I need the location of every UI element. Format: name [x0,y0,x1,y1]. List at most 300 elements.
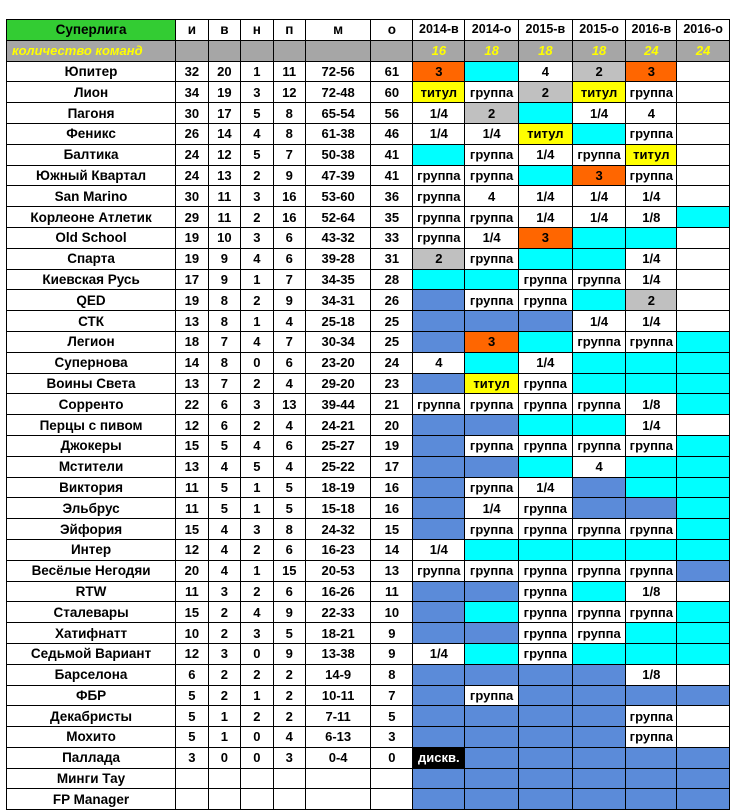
stat-wins: 1 [208,706,241,727]
season-result [572,290,626,311]
stat-wins: 14 [208,123,241,144]
stat-points: 11 [371,581,413,602]
stat-points: 35 [371,207,413,228]
stat-losses: 6 [273,227,306,248]
stat-points: 61 [371,61,413,82]
stat-losses: 16 [273,207,306,228]
stat-goals: 43-32 [306,227,371,248]
stat-wins: 7 [208,373,241,394]
stat-draws: 3 [241,394,273,415]
season-result [465,456,519,477]
stat-draws: 1 [241,61,273,82]
stat-goals: 10-11 [306,685,371,706]
season-result: титул [518,123,572,144]
stat-wins: 8 [208,290,241,311]
stat-games: 13 [176,373,209,394]
stat-games: 6 [176,664,209,685]
stat-wins: 4 [208,519,241,540]
stat-games: 17 [176,269,209,290]
team-name: Сталевары [7,602,176,623]
stat-draws: 0 [241,352,273,373]
stat-wins: 5 [208,477,241,498]
standings-table [6,19,730,810]
stat-points: 9 [371,623,413,644]
season-result [465,727,519,748]
stat-goals: 34-31 [306,290,371,311]
stat-goals: 6-13 [306,727,371,748]
empty-cell [306,40,371,61]
season-result [518,165,572,186]
season-result [572,477,626,498]
season-result: группа [465,477,519,498]
season-result [677,435,730,456]
stat-losses: 6 [273,435,306,456]
season-result [677,477,730,498]
header-season: 2014-о [465,20,519,41]
season-result: группа [413,227,465,248]
season-result: 4 [465,186,519,207]
stat-draws: 5 [241,144,273,165]
team-row [7,61,730,82]
stat-losses: 4 [273,311,306,332]
stat-points: 25 [371,311,413,332]
stat-points: 5 [371,706,413,727]
stat-games: 11 [176,498,209,519]
stat-goals: 13-38 [306,643,371,664]
team-row [7,706,730,727]
season-result [518,664,572,685]
season-result: группа [572,144,626,165]
season-result: группа [465,519,519,540]
season-result: 2 [626,290,677,311]
stat-losses: 9 [273,290,306,311]
stat-draws: 3 [241,519,273,540]
stat-games: 15 [176,435,209,456]
season-result [572,789,626,810]
stat-draws: 2 [241,664,273,685]
team-row [7,581,730,602]
season-result [677,498,730,519]
stat-games: 5 [176,685,209,706]
stat-losses: 7 [273,331,306,352]
stat-losses: 7 [273,144,306,165]
season-result [518,685,572,706]
stat-points: 26 [371,290,413,311]
stat-games [176,789,209,810]
stat-games: 22 [176,394,209,415]
empty-cell [176,40,209,61]
stat-games: 11 [176,477,209,498]
season-result: 3 [413,61,465,82]
season-result: 1/8 [626,394,677,415]
stat-wins: 7 [208,331,241,352]
stat-points: 9 [371,643,413,664]
stat-points: 7 [371,685,413,706]
stat-draws: 1 [241,498,273,519]
stat-goals: 72-48 [306,82,371,103]
stat-draws: 5 [241,103,273,124]
season-result [572,373,626,394]
season-result [518,539,572,560]
team-row [7,269,730,290]
team-count: 24 [677,40,730,61]
season-result [518,103,572,124]
stat-wins: 0 [208,747,241,768]
team-name: Декабристы [7,706,176,727]
team-row [7,727,730,748]
season-result: титул [465,373,519,394]
stat-draws: 4 [241,331,273,352]
stat-wins: 19 [208,82,241,103]
season-result [518,415,572,436]
stat-points: 23 [371,373,413,394]
stat-goals: 47-39 [306,165,371,186]
stat-losses: 7 [273,269,306,290]
season-result [465,581,519,602]
stat-goals: 15-18 [306,498,371,519]
season-result: 1/4 [465,227,519,248]
season-result [572,415,626,436]
stat-points: 41 [371,165,413,186]
season-result: 1/4 [518,477,572,498]
team-name: Джокеры [7,435,176,456]
season-result [677,456,730,477]
stat-losses: 16 [273,186,306,207]
season-result: группа [465,685,519,706]
season-result: группа [518,498,572,519]
season-result: группа [572,435,626,456]
season-result [518,706,572,727]
season-result: 1/8 [626,581,677,602]
season-result: титул [626,144,677,165]
team-row [7,207,730,228]
season-result [626,789,677,810]
stat-wins: 8 [208,311,241,332]
season-result [677,394,730,415]
season-result [465,623,519,644]
stat-draws: 4 [241,248,273,269]
stat-draws: 3 [241,186,273,207]
empty-cell [208,40,241,61]
stat-losses: 12 [273,82,306,103]
stat-losses: 8 [273,103,306,124]
season-result [677,747,730,768]
season-result [518,311,572,332]
season-result: группа [518,290,572,311]
stat-goals: 25-18 [306,311,371,332]
stat-games: 19 [176,227,209,248]
header-losses: п [273,20,306,41]
season-result: группа [518,623,572,644]
team-row [7,435,730,456]
team-row [7,311,730,332]
stat-draws: 2 [241,207,273,228]
stat-goals: 24-32 [306,519,371,540]
season-result [572,664,626,685]
stat-draws: 2 [241,373,273,394]
season-result [465,311,519,332]
stat-points: 13 [371,560,413,581]
stat-points: 31 [371,248,413,269]
season-result [626,477,677,498]
season-result: группа [626,165,677,186]
season-result: 1/8 [626,664,677,685]
season-result [413,685,465,706]
season-result [413,269,465,290]
season-result: 1/4 [518,144,572,165]
stat-goals: 22-33 [306,602,371,623]
empty-cell [273,40,306,61]
season-result: 4 [626,103,677,124]
stat-wins: 10 [208,227,241,248]
team-row [7,82,730,103]
stat-draws: 2 [241,706,273,727]
team-row [7,415,730,436]
stat-points [371,789,413,810]
stat-points: 36 [371,186,413,207]
season-result [413,435,465,456]
team-name: Интер [7,539,176,560]
season-result [677,227,730,248]
season-result [677,248,730,269]
season-result: группа [465,394,519,415]
stat-games: 14 [176,352,209,373]
season-result [465,352,519,373]
season-result [465,61,519,82]
stat-goals: 30-34 [306,331,371,352]
stat-wins: 9 [208,269,241,290]
stat-losses: 9 [273,643,306,664]
stat-draws: 3 [241,227,273,248]
stat-wins: 11 [208,207,241,228]
team-name: Мохито [7,727,176,748]
stat-losses: 4 [273,415,306,436]
stat-points: 14 [371,539,413,560]
season-result: 1/4 [518,352,572,373]
stat-games: 13 [176,311,209,332]
header-season: 2015-в [518,20,572,41]
stat-draws: 0 [241,643,273,664]
season-result: группа [572,602,626,623]
header-row [7,20,730,41]
season-result [572,539,626,560]
season-result: 1/4 [626,248,677,269]
season-result: 1/4 [626,186,677,207]
season-result [677,581,730,602]
season-result: группа [518,643,572,664]
stat-draws: 2 [241,415,273,436]
season-result [465,415,519,436]
stat-games: 19 [176,248,209,269]
season-result [572,581,626,602]
season-result: группа [465,290,519,311]
team-row [7,602,730,623]
stat-points: 46 [371,123,413,144]
stat-draws: 2 [241,539,273,560]
stat-points: 15 [371,519,413,540]
season-result [626,352,677,373]
stat-wins: 9 [208,248,241,269]
season-result [677,331,730,352]
stat-wins: 12 [208,144,241,165]
season-result [677,768,730,789]
stat-wins [208,789,241,810]
season-result [413,311,465,332]
season-result: группа [626,82,677,103]
stat-losses: 4 [273,456,306,477]
header-draws: н [241,20,273,41]
season-result: 1/4 [413,643,465,664]
season-result: группа [413,560,465,581]
stat-games: 32 [176,61,209,82]
stat-games: 26 [176,123,209,144]
stat-points: 24 [371,352,413,373]
season-result: 2 [465,103,519,124]
season-result [677,623,730,644]
season-result [413,519,465,540]
season-result: группа [626,519,677,540]
stat-wins: 5 [208,498,241,519]
season-result [413,456,465,477]
season-result [626,227,677,248]
stat-games: 30 [176,186,209,207]
team-name: QED [7,290,176,311]
team-name: FP Manager [7,789,176,810]
stat-goals: 52-64 [306,207,371,228]
season-result: 1/4 [518,186,572,207]
stat-draws [241,789,273,810]
team-row [7,144,730,165]
season-result [572,123,626,144]
stat-games: 15 [176,519,209,540]
stat-wins: 3 [208,643,241,664]
season-result [413,144,465,165]
season-result: 1/4 [626,415,677,436]
stat-points: 28 [371,269,413,290]
team-row [7,186,730,207]
season-result [677,123,730,144]
header-wins: в [208,20,241,41]
season-result [626,747,677,768]
stat-goals: 61-38 [306,123,371,144]
team-count: 16 [413,40,465,61]
stat-draws: 1 [241,477,273,498]
season-result [465,269,519,290]
season-result: 1/4 [465,123,519,144]
season-result [572,498,626,519]
stat-losses: 5 [273,623,306,644]
stat-wins: 4 [208,539,241,560]
season-result [572,643,626,664]
season-result [413,727,465,748]
stat-goals: 0-4 [306,747,371,768]
season-result: 1/4 [626,311,677,332]
stat-wins: 4 [208,456,241,477]
season-result [465,539,519,560]
season-result: 1/4 [518,207,572,228]
stat-games: 34 [176,82,209,103]
season-result [572,768,626,789]
header-season: 2016-в [626,20,677,41]
stat-games: 20 [176,560,209,581]
stat-wins: 2 [208,664,241,685]
season-result [413,498,465,519]
season-result: 1/4 [572,103,626,124]
season-result: 1/4 [626,269,677,290]
stat-losses: 4 [273,727,306,748]
team-row [7,789,730,810]
season-result [677,560,730,581]
season-result [626,539,677,560]
season-result: группа [413,394,465,415]
season-result [518,248,572,269]
team-row [7,747,730,768]
header-games: и [176,20,209,41]
team-count: 18 [518,40,572,61]
season-result [626,456,677,477]
stat-draws: 1 [241,560,273,581]
team-name: Перцы с пивом [7,415,176,436]
stat-games: 13 [176,456,209,477]
season-result [518,727,572,748]
season-result: группа [572,519,626,540]
season-result [413,789,465,810]
season-result: группа [572,269,626,290]
stat-draws: 3 [241,82,273,103]
season-result: 4 [572,456,626,477]
team-row [7,664,730,685]
stat-points: 10 [371,602,413,623]
season-result [677,664,730,685]
season-result [465,664,519,685]
stat-goals: 24-21 [306,415,371,436]
season-result: 4 [518,61,572,82]
stat-losses: 15 [273,560,306,581]
team-name: Весёлые Негодяи [7,560,176,581]
stat-games: 19 [176,290,209,311]
stat-draws: 0 [241,727,273,748]
team-name: Седьмой Вариант [7,643,176,664]
header-season: 2016-о [677,20,730,41]
stat-draws: 3 [241,623,273,644]
season-result [677,519,730,540]
stat-losses: 8 [273,519,306,540]
season-result [413,477,465,498]
season-result: группа [465,248,519,269]
stat-draws: 2 [241,581,273,602]
team-row [7,165,730,186]
season-result [626,768,677,789]
header-season: 2015-о [572,20,626,41]
season-result: группа [518,519,572,540]
season-result [677,685,730,706]
stat-draws: 2 [241,165,273,186]
season-result: 1/8 [626,207,677,228]
team-row [7,394,730,415]
stat-draws: 4 [241,602,273,623]
season-result [677,311,730,332]
season-result [518,789,572,810]
team-name: Барселона [7,664,176,685]
season-result: 1/4 [465,498,519,519]
season-result [572,685,626,706]
team-name: Балтика [7,144,176,165]
stat-draws: 0 [241,747,273,768]
season-result [465,643,519,664]
stat-losses: 4 [273,373,306,394]
season-result: 1/4 [413,123,465,144]
stat-losses: 11 [273,61,306,82]
